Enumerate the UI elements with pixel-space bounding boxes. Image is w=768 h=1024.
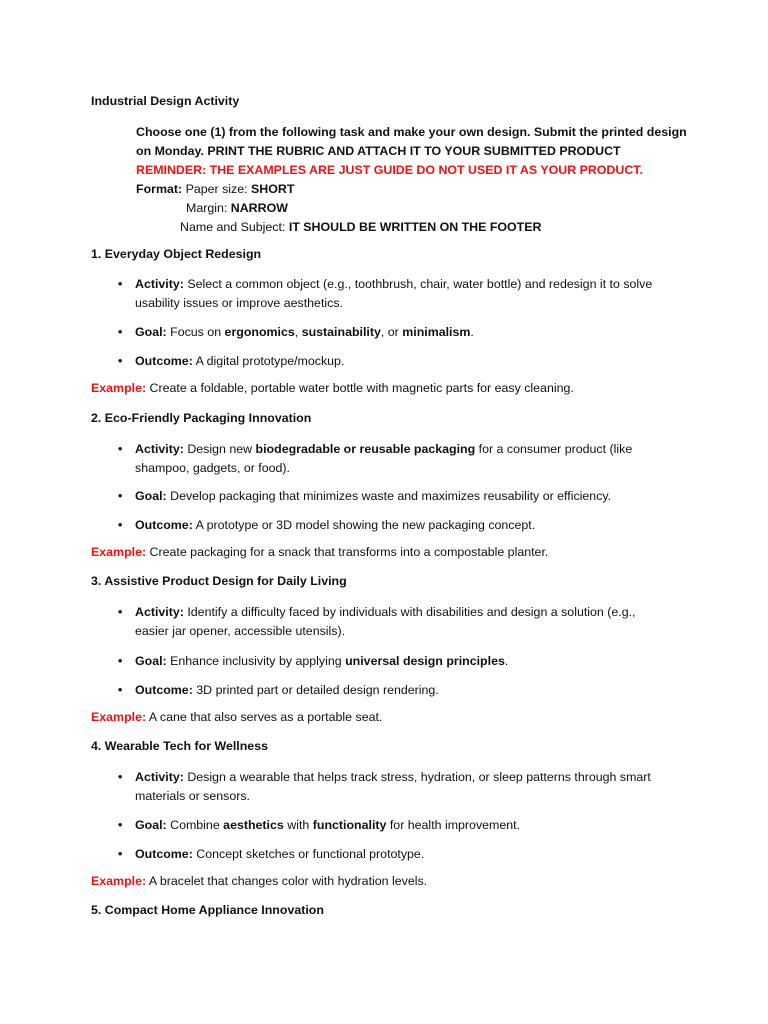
bullet-icon: • <box>118 683 123 697</box>
paper-size-label: Paper size: <box>185 182 248 196</box>
section-4-activity: • Activity: Design a wearable that helps track stress, hydration, or sleep patterns through smart materials or sensors. <box>118 770 651 803</box>
reminder-text: REMINDER: THE EXAMPLES ARE JUST GUIDE DO NOT USED IT AS YOUR PRODUCT. <box>136 163 643 177</box>
section-heading-4: 4. Wearable Tech for Wellness <box>91 739 268 753</box>
section-heading-3: 3. Assistive Product Design for Daily Living <box>91 574 347 588</box>
format-line <box>136 180 696 199</box>
bullet-icon: • <box>118 489 123 503</box>
section-3-outcome: • Outcome: 3D printed part or detailed design rendering. <box>118 681 678 700</box>
bullet-icon: • <box>118 354 123 368</box>
section-heading-5: 5. Compact Home Appliance Innovation <box>91 903 324 917</box>
name-subject-line <box>136 218 696 237</box>
section-1-goal: • Goal: Focus on ergonomics, sustainability, or minimalism. <box>118 323 678 342</box>
name-subject-value: IT SHOULD BE WRITTEN ON THE FOOTER <box>288 220 542 234</box>
section-heading-1: 1. Everyday Object Redesign <box>91 247 262 261</box>
bullet-icon: • <box>118 325 123 339</box>
section-2-outcome: • Outcome: A prototype or 3D model showing the new packaging concept. <box>118 516 678 535</box>
section-4-outcome: • Outcome: Concept sketches or functional prototype. <box>118 845 678 864</box>
section-3-example: Example: A cane that also serves as a portable seat. <box>91 710 383 724</box>
section-1-outcome: • Outcome: A digital prototype/mockup. <box>118 352 678 371</box>
margin-label: Margin: <box>186 201 228 215</box>
section-heading-2: 2. Eco-Friendly Packaging Innovation <box>91 411 312 425</box>
section-2-activity: • Activity: Design new biodegradable or reusable packaging for a consumer product (like shampoo, gadgets, or food). <box>118 442 633 475</box>
name-subject-label: Name and Subject: <box>180 220 286 234</box>
format-label: Format: <box>136 182 183 196</box>
bullet-icon: • <box>118 605 123 619</box>
section-4-goal: • Goal: Combine aesthetics with functionality for health improvement. <box>118 816 678 835</box>
instructions-line-2: on Monday. PRINT THE RUBRIC AND ATTACH IT TO YOUR SUBMITTED PRODUCT <box>136 144 621 158</box>
section-4-example: Example: A bracelet that changes color with hydration levels. <box>91 874 428 888</box>
margin-value: NARROW <box>230 201 288 215</box>
bullet-icon: • <box>118 770 123 784</box>
bullet-icon: • <box>118 442 123 456</box>
page-title: Industrial Design Activity <box>91 94 240 108</box>
bullet-icon: • <box>118 847 123 861</box>
section-1-activity: • Activity: Select a common object (e.g., toothbrush, chair, water bottle) and redesign it to solve usability issues or improve aesthetics. <box>118 277 653 310</box>
section-2-example: Example: Create packaging for a snack that transforms into a compostable planter. <box>91 545 549 559</box>
bullet-icon: • <box>118 518 123 532</box>
section-3-activity: • Activity: Identify a difficulty faced by individuals with disabilities and design a solution (e.g., easier jar opener, accessible utensils). <box>118 605 636 638</box>
instructions-block <box>136 123 696 237</box>
bullet-icon: • <box>118 277 123 291</box>
section-3-goal: • Goal: Enhance inclusivity by applying universal design principles. <box>118 652 678 671</box>
paper-size-value: SHORT <box>251 182 295 196</box>
bullet-icon: • <box>118 818 123 832</box>
bullet-icon: • <box>118 654 123 668</box>
margin-line <box>136 199 696 218</box>
instructions-line-1: Choose one (1) from the following task and make your own design. Submit the printed design <box>136 125 687 139</box>
section-1-example: Example: Create a foldable, portable water bottle with magnetic parts for easy cleaning. <box>91 381 574 395</box>
section-2-goal: • Goal: Develop packaging that minimizes waste and maximizes reusability or efficiency. <box>118 487 678 506</box>
